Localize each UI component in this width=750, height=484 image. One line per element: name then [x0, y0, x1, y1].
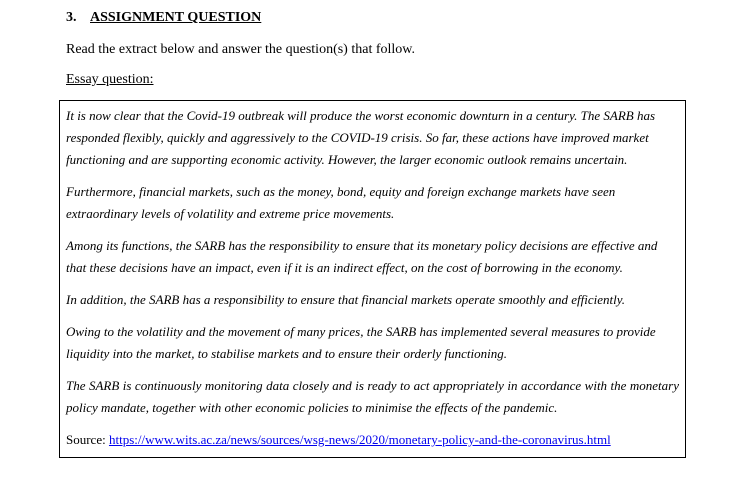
extract-paragraph-2: Furthermore, financial markets, such as the money, bond, equity and foreign exchange markets have seen extraordinary levels of volatility and extreme price movements. — [66, 184, 616, 221]
section-title: ASSIGNMENT QUESTION — [90, 10, 262, 25]
section-number: 3. — [66, 10, 77, 25]
extract-paragraph-1: It is now clear that the Covid-19 outbreak will produce the worst economic downturn in a century. The SARB has responded flexibly, quickly and aggressively to the COVID-19 crisis. So far, these actions have improved market functioning and are supporting economic activity. However, the larger economic outlook remains uncertain. — [66, 108, 656, 167]
extract-box — [59, 100, 686, 458]
instruction-text: Read the extract below and answer the question(s) that follow. — [66, 42, 415, 57]
extract-paragraph-3: Among its functions, the SARB has the responsibility to ensure that its monetary policy decisions are effective and that these decisions have an impact, even if it is an indirect effect, on the cost of borrowing in the economy. — [66, 238, 658, 275]
extract-paragraph-6: The SARB is continuously monitoring data closely and is ready to act appropriately in accordance with the monetary policy mandate, together with other economic policies to minimise the effects of the pandemic. — [66, 378, 679, 415]
extract-paragraph-4: In addition, the SARB has a responsibility to ensure that financial markets operate smoothly and efficiently. — [66, 292, 626, 307]
source-line — [66, 429, 679, 451]
extract-paragraph-5: Owing to the volatility and the movement of many prices, the SARB has implemented several measures to provide liquidity into the market, to stabilise markets and to ensure their orderly functioning. — [66, 324, 656, 361]
essay-question-label: Essay question: — [66, 72, 154, 87]
source-link[interactable]: https://www.wits.ac.za/news/sources/wsg-news/2020/monetary-policy-and-the-coronavirus.html — [108, 432, 611, 447]
section-heading — [66, 9, 261, 27]
source-label: Source: — [66, 432, 109, 447]
